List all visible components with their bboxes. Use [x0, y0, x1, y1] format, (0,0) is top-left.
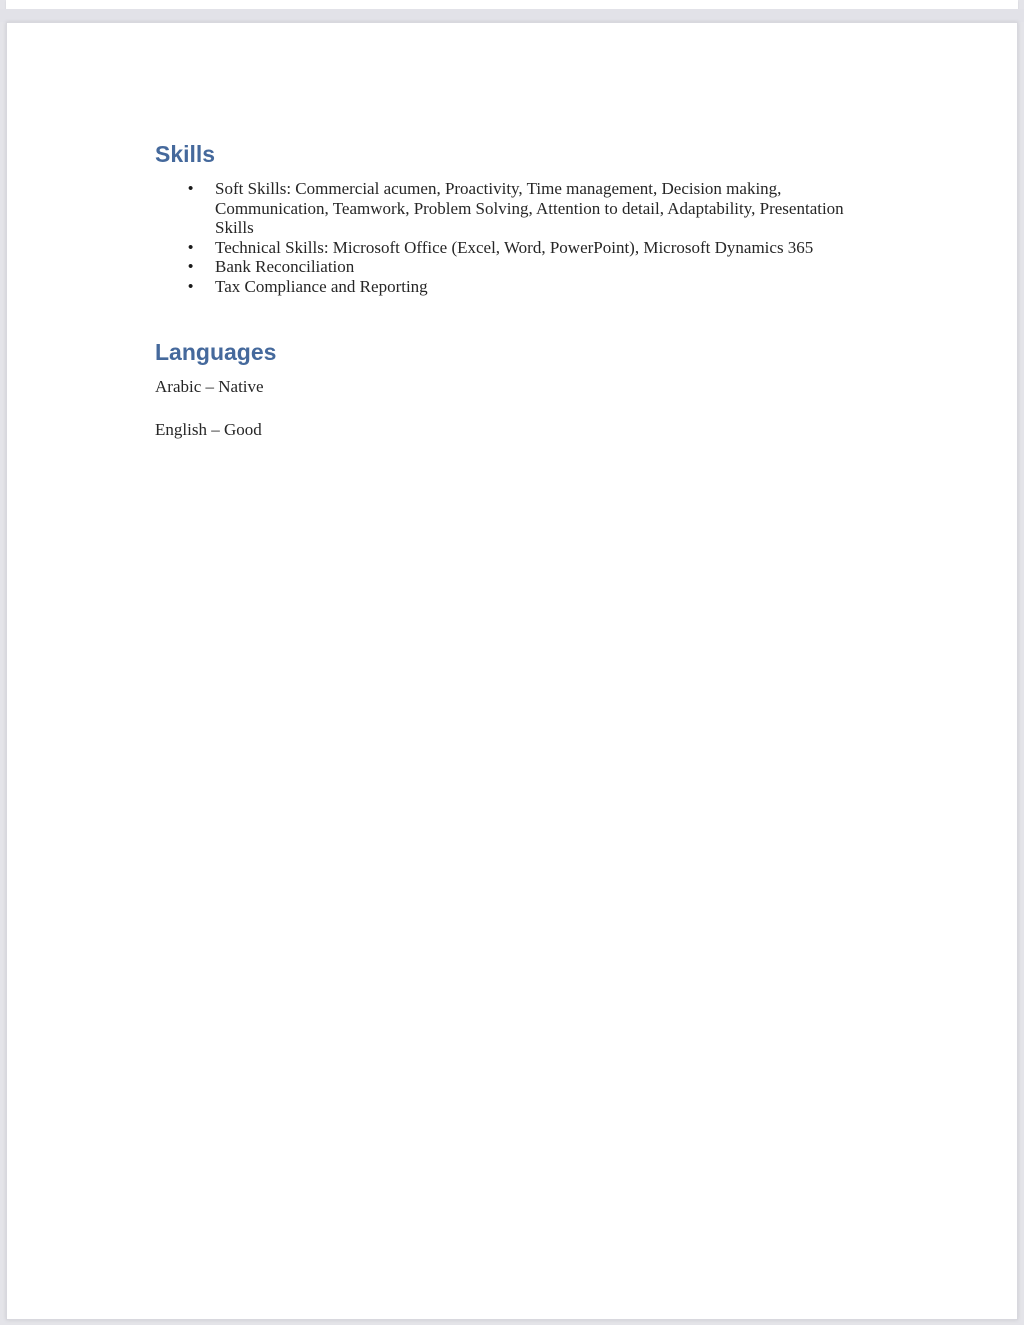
- bullet-icon: •: [188, 180, 194, 198]
- page-gap: [0, 9, 1024, 22]
- list-item: [155, 179, 957, 238]
- list-item: [155, 277, 957, 297]
- language-line: Arabic – Native: [155, 376, 264, 396]
- skill-bullet-text: Technical Skills: Microsoft Office (Excel, Word, PowerPoint), Microsoft Dynamics 365: [215, 237, 814, 257]
- bullet-icon: •: [188, 238, 194, 256]
- language-line: English – Good: [155, 420, 262, 440]
- document-page[interactable]: [6, 22, 1018, 1320]
- bullet-icon: •: [188, 258, 194, 276]
- skills-list: [155, 179, 957, 296]
- list-item: [155, 257, 957, 277]
- skill-bullet-text: Bank Reconciliation: [215, 257, 355, 277]
- skill-bullet-text: Soft Skills: Commercial acumen, Proactivity, Time management, Decision making, Communication, Teamwork, Problem Solving, Attention to detail, Adaptability, Presentation Skills: [215, 179, 844, 238]
- skills-heading: Skills: [155, 141, 216, 167]
- page-content: [7, 23, 1017, 440]
- skill-bullet-text: Tax Compliance and Reporting: [215, 276, 428, 296]
- languages-heading: Languages: [155, 339, 277, 366]
- list-item: [155, 238, 957, 258]
- bullet-icon: •: [188, 277, 194, 295]
